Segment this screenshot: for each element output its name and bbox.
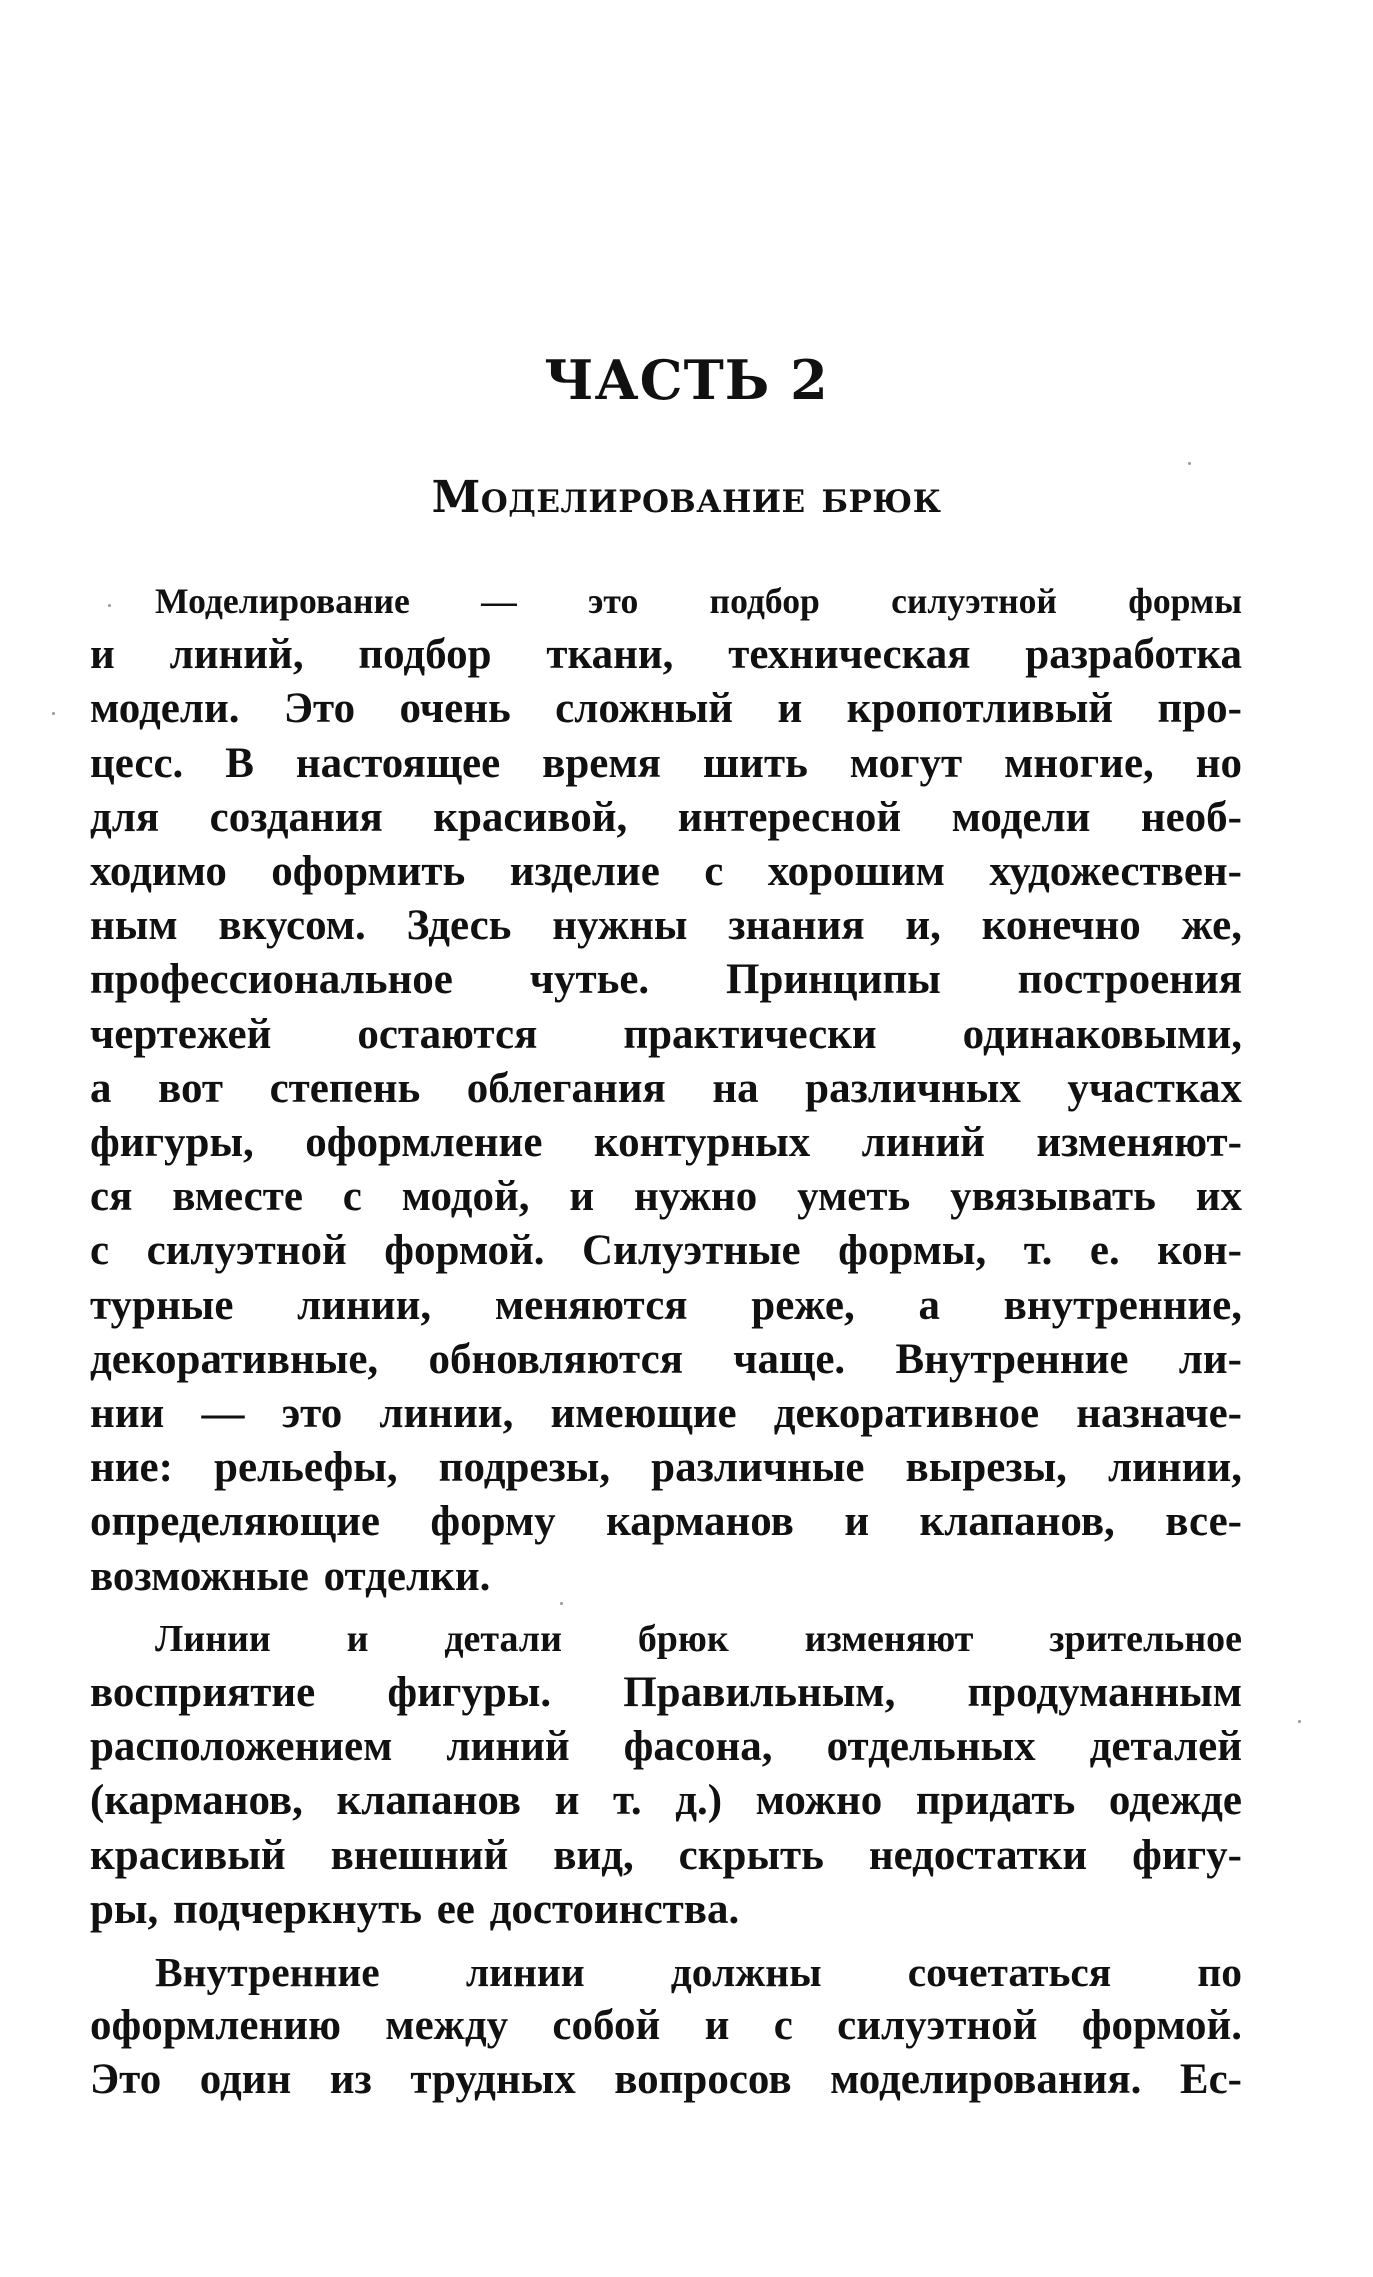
part-title: ЧАСТЬ 2 xyxy=(544,348,829,412)
text-line: для создания красивой, интересной модели необ- xyxy=(90,793,1242,841)
paragraph-3 xyxy=(90,1945,1242,2108)
text-line: Моделирование — это подбор силуэтной формы xyxy=(155,581,1242,621)
text-line: ным вкусом. Здесь нужны знания и, конечно же, xyxy=(90,902,1242,950)
text-line: расположением линий фасона, отдельных деталей xyxy=(90,1723,1242,1771)
chapter-title: Моделирование брюк xyxy=(431,472,942,523)
text-line: ние: рельефы, подрезы, различные вырезы, линии, xyxy=(90,1444,1242,1492)
body-text xyxy=(90,574,1242,2108)
text-line: Это один из трудных вопросов моделирования. Ес- xyxy=(90,2056,1242,2104)
text-line: турные линии, меняются реже, а внутренние, xyxy=(90,1281,1242,1329)
text-line: фигуры, оформление контурных линий изменяют- xyxy=(90,1119,1242,1167)
text-line: а вот степень облегания на различных участках xyxy=(90,1064,1242,1112)
text-line: Линии и детали брюк изменяют зрительное xyxy=(155,1617,1242,1660)
text-line: Внутренние линии должны сочетаться по xyxy=(155,1949,1242,1996)
text-line: ся вместе с модой, и нужно уметь увязывать их xyxy=(90,1173,1242,1221)
text-line: нии — это линии, имеющие декоративное назначе- xyxy=(90,1390,1242,1438)
text-line: чертежей остаются практически одинаковыми, xyxy=(90,1010,1242,1058)
scan-speck xyxy=(560,1602,563,1605)
text-line: определяющие форму карманов и клапанов, все- xyxy=(90,1498,1242,1546)
text-line: цесс. В настоящее время шить могут многие, но xyxy=(90,739,1242,787)
scan-speck xyxy=(1188,462,1191,465)
scan-speck xyxy=(52,712,55,715)
text-line: красивый внешний вид, скрыть недостатки фигу- xyxy=(90,1831,1242,1879)
text-line: профессиональное чутье. Принципы построения xyxy=(90,956,1242,1004)
text-line: ходимо оформить изделие с хорошим художествен- xyxy=(90,848,1242,896)
scan-speck xyxy=(1298,1720,1301,1723)
text-line: оформлению между собой и с силуэтной формой. xyxy=(90,2002,1242,2050)
scan-speck xyxy=(108,604,111,607)
text-line: восприятие фигуры. Правильным, продуманным xyxy=(90,1669,1242,1717)
text-line: декоративные, обновляются чаще. Внутренние ли- xyxy=(90,1335,1242,1383)
text-line: (карманов, клапанов и т. д.) можно придать одежде xyxy=(90,1777,1242,1825)
text-line: с силуэтной формой. Силуэтные формы, т. е. кон- xyxy=(90,1227,1242,1275)
paragraph-2 xyxy=(90,1612,1242,1937)
text-line: модели. Это очень сложный и кропотливый про- xyxy=(90,685,1242,733)
text-line: возможные отделки. xyxy=(90,1552,491,1600)
paragraph-1 xyxy=(90,574,1242,1604)
text-line: и линий, подбор ткани, техническая разработка xyxy=(90,631,1242,679)
text-line: ры, подчеркнуть ее достоинства. xyxy=(90,1885,740,1933)
